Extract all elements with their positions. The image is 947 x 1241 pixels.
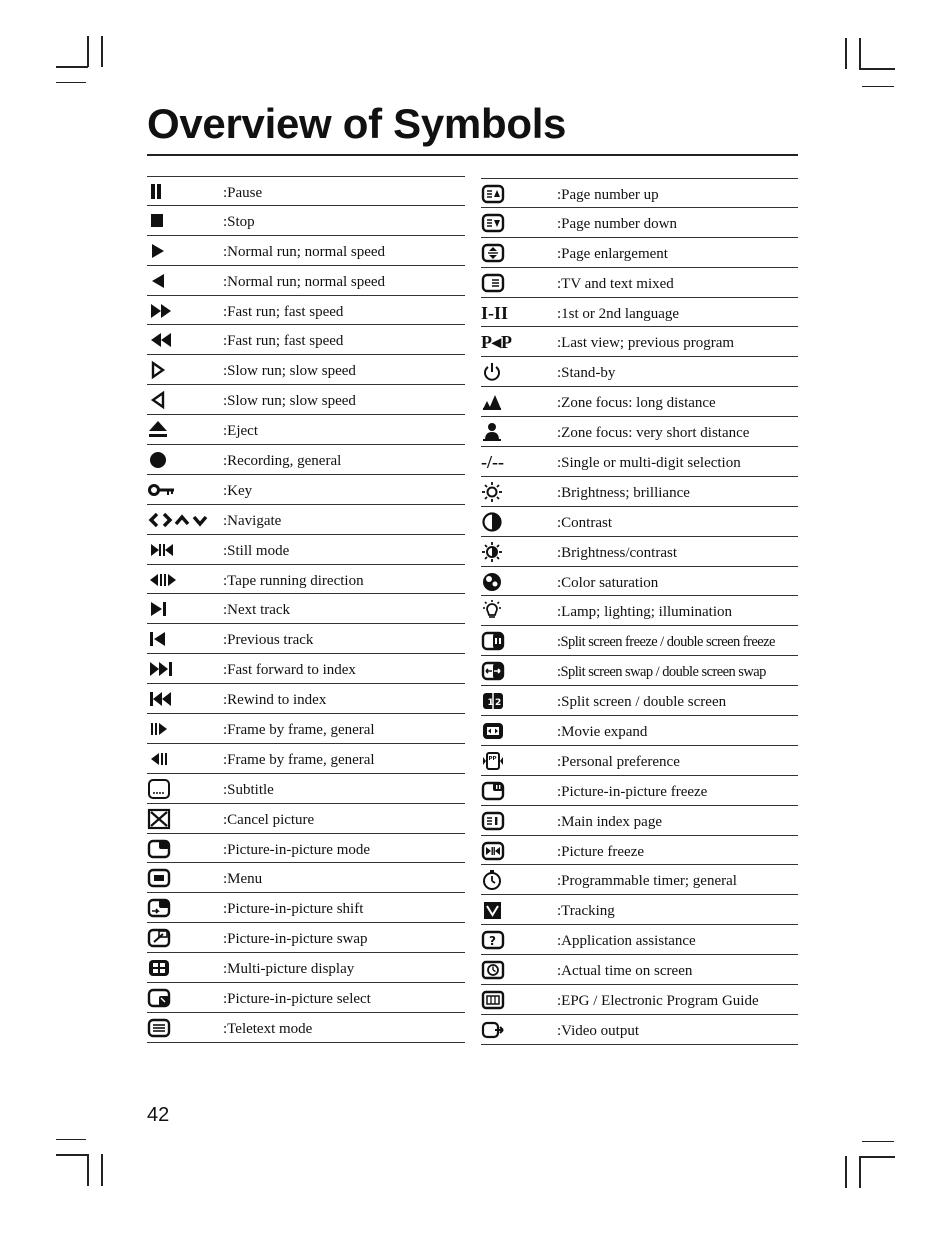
crop-mark <box>87 36 89 67</box>
svg-text:2: 2 <box>495 698 502 709</box>
symbol-row <box>147 983 465 1013</box>
lamp-icon <box>481 600 551 622</box>
symbol-row <box>481 865 798 895</box>
symbol-row <box>147 923 465 953</box>
symbol-row <box>481 895 798 925</box>
page-title: Overview of Symbols <box>147 100 567 147</box>
symbol-row <box>147 953 465 983</box>
symbol-row <box>481 387 798 417</box>
split-freeze-icon <box>481 630 551 652</box>
symbol-description: :Recording, general <box>223 453 342 470</box>
symbol-text: P◂P <box>481 332 513 353</box>
crop-mark <box>859 68 895 70</box>
symbol-row <box>481 955 798 985</box>
crop-mark <box>859 38 861 69</box>
svg-text:PP: PP <box>488 755 497 762</box>
symbol-row <box>481 596 798 626</box>
symbol-description: :TV and text mixed <box>557 275 674 292</box>
symbol-row <box>147 325 465 355</box>
symbol-row <box>481 238 798 268</box>
symbol-description: :Picture freeze <box>557 843 645 860</box>
symbol-description: :Normal run; normal speed <box>223 273 386 290</box>
symbol-row <box>481 806 798 836</box>
split-swap-icon <box>481 660 551 682</box>
symbol-row <box>481 776 798 806</box>
symbol-description: :Slow run; slow speed <box>223 363 356 380</box>
symbol-description: :Page number down <box>557 215 677 232</box>
symbol-row <box>147 624 465 654</box>
symbol-row <box>481 626 798 656</box>
symbol-row <box>147 684 465 714</box>
symbol-description: :Picture-in-picture shift <box>223 901 364 918</box>
symbol-row <box>147 296 465 326</box>
fast-forward-index-icon <box>147 658 217 680</box>
symbol-row <box>481 1015 798 1045</box>
symbol-row <box>147 863 465 893</box>
symbol-description: :Picture-in-picture select <box>223 991 371 1008</box>
symbol-description: :Stand-by <box>557 365 616 382</box>
page-number: 42 <box>147 1104 170 1126</box>
symbol-description: :Normal run; normal speed <box>223 243 386 260</box>
symbol-description: :Actual time on screen <box>557 963 693 980</box>
symbol-description: :Color saturation <box>557 574 659 591</box>
symbol-row <box>481 178 798 208</box>
symbol-row <box>481 417 798 447</box>
frame-backward-icon <box>147 748 217 770</box>
split-screen-icon <box>481 690 551 712</box>
play-left-icon <box>147 270 217 292</box>
video-output-icon <box>481 1019 551 1041</box>
symbol-description: :Single or multi-digit selection <box>557 455 741 472</box>
symbol-description: :Key <box>223 482 253 499</box>
epg-icon <box>481 989 551 1011</box>
crop-mark <box>56 1139 86 1140</box>
symbol-row <box>481 268 798 298</box>
symbol-row <box>481 327 798 357</box>
contrast-icon <box>481 511 551 533</box>
crop-mark <box>862 86 894 87</box>
symbol-row <box>147 565 465 595</box>
symbol-description: :Personal preference <box>557 753 680 770</box>
symbol-row <box>481 537 798 567</box>
symbol-description: :Stop <box>223 213 255 230</box>
symbol-row <box>147 535 465 565</box>
picture-freeze-icon <box>481 840 551 862</box>
symbol-description: :Fast run; fast speed <box>223 303 344 320</box>
symbol-description: :Page number up <box>557 187 659 203</box>
symbol-row <box>147 1013 465 1043</box>
symbol-row <box>481 447 798 477</box>
symbol-row <box>147 385 465 415</box>
symbol-row <box>481 686 798 716</box>
symbol-description: :EPG / Electronic Program Guide <box>557 993 759 1010</box>
symbol-description: :Movie expand <box>557 724 648 741</box>
symbol-row <box>147 206 465 236</box>
symbol-description: :Tape running direction <box>223 572 364 589</box>
zone-short-icon <box>481 421 551 443</box>
title-rule <box>147 154 798 156</box>
main-index-icon <box>481 810 551 832</box>
still-mode-icon <box>147 539 217 561</box>
symbol-row <box>481 357 798 387</box>
symbol-description: :Still mode <box>223 542 290 559</box>
record-icon <box>147 449 217 471</box>
pip-swap-icon <box>147 927 217 949</box>
standby-icon <box>481 361 551 383</box>
symbol-row <box>481 477 798 507</box>
symbol-description: :Contrast <box>557 514 612 531</box>
symbol-description: :Application assistance <box>557 933 696 950</box>
help-icon <box>481 929 551 951</box>
pip-select-icon <box>147 987 217 1009</box>
symbol-row <box>147 266 465 296</box>
symbol-row <box>147 594 465 624</box>
symbol-description: :Frame by frame, general <box>223 751 375 768</box>
right-symbol-column <box>481 178 798 1045</box>
symbol-description: :Frame by frame, general <box>223 722 375 739</box>
timer-icon <box>481 869 551 891</box>
multi-picture-icon <box>147 957 217 979</box>
last-view-icon <box>481 331 551 353</box>
symbol-description: :Slow run; slow speed <box>223 393 356 410</box>
symbol-row <box>147 355 465 385</box>
crop-mark <box>845 1156 847 1188</box>
symbol-description: :Page enlargement <box>557 245 668 262</box>
symbol-row <box>481 925 798 955</box>
symbol-description: :Multi-picture display <box>223 961 355 978</box>
symbol-description: :1st or 2nd language <box>557 305 680 322</box>
symbol-row <box>481 836 798 866</box>
symbol-description: :Picture-in-picture mode <box>223 841 371 858</box>
symbol-description: :Brightness; brilliance <box>557 484 690 501</box>
movie-expand-icon <box>481 720 551 742</box>
zone-long-icon <box>481 391 551 413</box>
digit-select-icon <box>481 451 551 473</box>
subtitle-icon <box>147 778 217 800</box>
crop-mark <box>101 1154 103 1186</box>
symbol-description: :Rewind to index <box>223 692 327 709</box>
symbol-text: I-II <box>481 302 509 323</box>
clock-icon <box>481 959 551 981</box>
pip-shift-icon <box>147 897 217 919</box>
symbol-description: :Split screen swap / double screen swap <box>557 664 766 681</box>
left-symbol-column <box>147 176 465 1043</box>
symbol-description: :Zone focus: very short distance <box>557 425 750 442</box>
symbol-description: :Picture-in-picture freeze <box>557 783 708 800</box>
language-icon <box>481 302 551 324</box>
symbol-row <box>147 774 465 804</box>
symbol-description: :Next track <box>223 602 291 619</box>
symbol-description: :Last view; previous program <box>557 335 735 352</box>
cancel-picture-icon <box>147 808 217 830</box>
symbol-description: :Cancel picture <box>223 811 315 828</box>
symbol-description: :Fast run; fast speed <box>223 333 344 350</box>
crop-mark <box>87 1154 89 1186</box>
crop-mark <box>56 1154 88 1156</box>
symbol-description: :Video output <box>557 1022 640 1039</box>
brightness-contrast-icon <box>481 541 551 563</box>
symbol-description: :Lamp; lighting; illumination <box>557 604 732 621</box>
tv-text-mixed-icon <box>481 272 551 294</box>
svg-text:1: 1 <box>487 698 494 709</box>
crop-mark <box>101 36 103 67</box>
symbol-description: :Programmable timer; general <box>557 873 737 890</box>
pause-icon <box>147 181 217 203</box>
frame-forward-icon <box>147 718 217 740</box>
symbol-description: :Previous track <box>223 632 314 649</box>
symbol-row <box>147 804 465 834</box>
menu-icon <box>147 867 217 889</box>
symbol-row <box>147 744 465 774</box>
symbol-description: :Menu <box>223 871 263 888</box>
symbol-row <box>147 236 465 266</box>
pip-freeze-icon <box>481 780 551 802</box>
symbol-row <box>147 654 465 684</box>
symbol-row <box>481 985 798 1015</box>
eject-icon <box>147 419 217 441</box>
tape-direction-icon <box>147 569 217 591</box>
symbol-row <box>147 176 465 206</box>
symbol-description: :Eject <box>223 423 258 440</box>
slow-left-icon <box>147 389 217 411</box>
symbol-row <box>147 714 465 744</box>
fast-rewind-icon <box>147 329 217 351</box>
symbol-row <box>481 716 798 746</box>
symbol-description: :Tracking <box>557 903 615 920</box>
symbol-description: :Brightness/contrast <box>557 544 677 561</box>
crop-mark <box>56 82 86 83</box>
symbol-row <box>481 208 798 238</box>
symbol-row <box>481 656 798 686</box>
crop-mark <box>859 1156 895 1158</box>
symbol-description: :Fast forward to index <box>223 662 356 679</box>
teletext-icon <box>147 1017 217 1039</box>
crop-mark <box>859 1156 861 1188</box>
svg-text:?: ? <box>489 934 496 949</box>
color-saturation-icon <box>481 571 551 593</box>
symbol-text: -/-- <box>481 452 504 473</box>
symbol-row <box>147 834 465 864</box>
rewind-index-icon <box>147 688 217 710</box>
symbol-row <box>147 415 465 445</box>
symbol-row <box>481 567 798 597</box>
symbol-description: :Zone focus: long distance <box>557 395 716 412</box>
brightness-icon <box>481 481 551 503</box>
stop-icon <box>147 210 217 232</box>
symbol-description: :Navigate <box>223 512 282 529</box>
navigate-arrows-icon <box>147 509 217 531</box>
key-icon <box>147 479 217 501</box>
symbol-description: :Split screen / double screen <box>557 694 727 711</box>
slow-right-icon <box>147 359 217 381</box>
symbol-description: :Main index page <box>557 813 662 830</box>
symbol-row <box>481 298 798 328</box>
symbol-row <box>147 505 465 535</box>
symbol-description: :Picture-in-picture swap <box>223 931 368 948</box>
crop-mark <box>862 1141 894 1142</box>
crop-mark <box>845 38 847 69</box>
symbol-description: :Teletext mode <box>223 1020 313 1037</box>
fast-forward-icon <box>147 300 217 322</box>
symbol-row <box>481 507 798 537</box>
crop-mark <box>56 66 88 68</box>
symbol-description: :Split screen freeze / double screen freeze <box>557 634 775 651</box>
symbol-row <box>481 746 798 776</box>
page-enlarge-icon <box>481 242 551 264</box>
symbol-row <box>147 475 465 505</box>
previous-track-icon <box>147 628 217 650</box>
personal-preference-icon <box>481 750 551 772</box>
symbol-description: :Subtitle <box>223 781 274 798</box>
page-up-icon <box>481 183 551 205</box>
symbol-row <box>147 893 465 923</box>
pip-mode-icon <box>147 838 217 860</box>
play-right-icon <box>147 240 217 262</box>
symbol-description: :Pause <box>223 185 263 201</box>
tracking-icon <box>481 899 551 921</box>
symbol-row <box>147 445 465 475</box>
next-track-icon <box>147 598 217 620</box>
page-down-icon <box>481 212 551 234</box>
